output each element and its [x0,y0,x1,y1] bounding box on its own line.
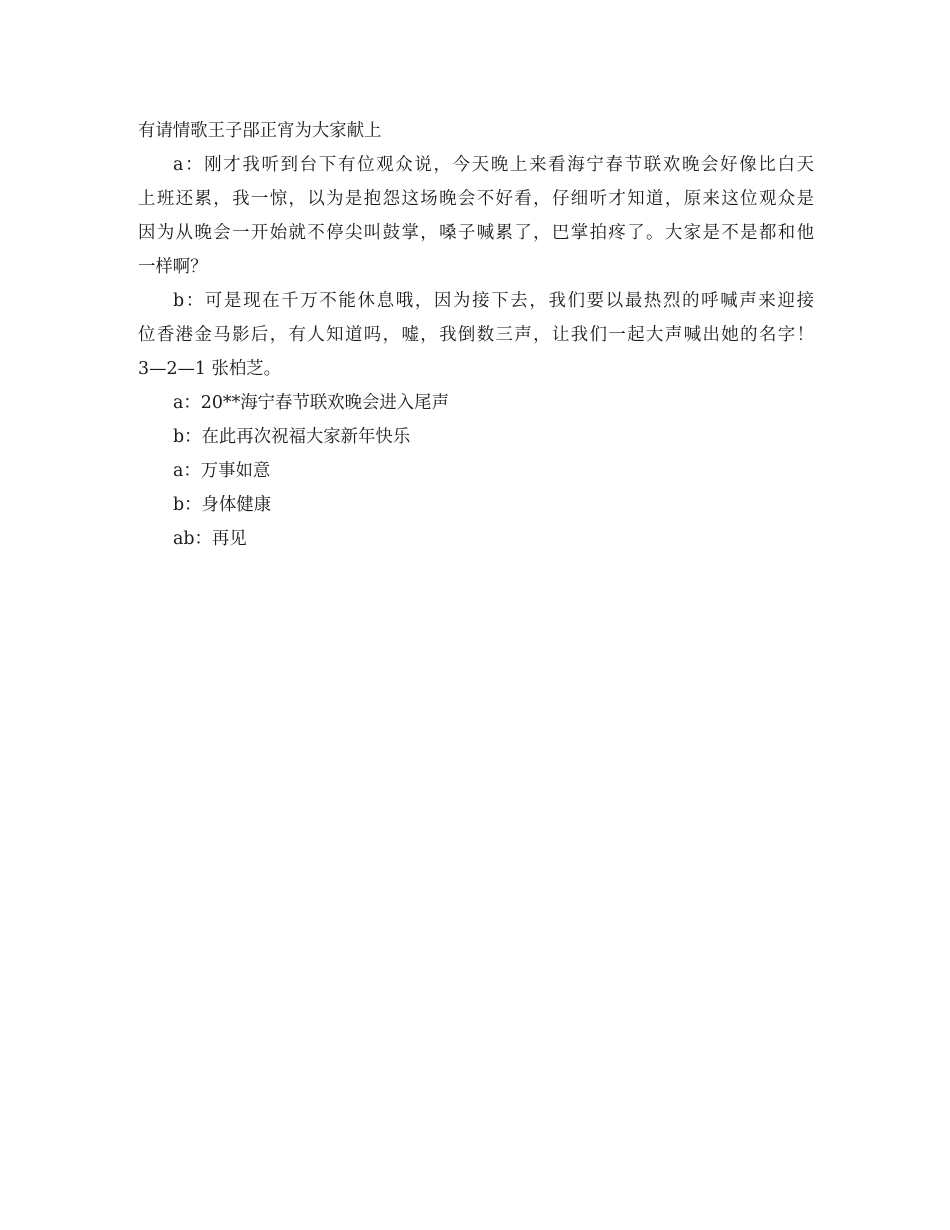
text-line: 位香港金马影后，有人知道吗，嘘，我倒数三声，让我们一起大声喊出她的名字！ [138,325,814,345]
text-line: b：身体健康 [173,495,272,515]
paragraph-b-speech-3 [138,488,814,522]
paragraph-intro [138,114,814,148]
paragraph-b-speech-2 [138,420,814,454]
text-line: b：在此再次祝福大家新年快乐 [173,427,411,447]
text-line: 上班还累，我一惊，以为是抱怨这场晚会不好看，仔细听才知道，原来这位观众是 [138,189,814,209]
text-line: 一样啊？ [138,257,208,277]
text-line: b：可是现在千万不能休息哦，因为接下去，我们要以最热烈的呼喊声来迎接 [173,291,814,311]
paragraph-a-speech-2 [138,386,814,420]
paragraph-b-speech-1 [138,284,814,386]
text-line: a：20**海宁春节联欢晚会进入尾声 [173,393,449,413]
text-line: a：刚才我听到台下有位观众说，今天晚上来看海宁春节联欢晚会好像比白天 [173,155,814,175]
paragraph-a-speech-1 [138,148,814,284]
text-line: ab：再见 [173,529,247,549]
text-line: 3—2—1 张柏芝。 [138,359,282,379]
text-line: 因为从晚会一开始就不停尖叫鼓掌，嗓子喊累了，巴掌拍疼了。大家是不是都和他 [138,223,814,243]
text-line: a：万事如意 [173,461,271,481]
document-body [138,114,814,556]
paragraph-ab-closing [138,522,814,556]
text-line: 有请情歌王子郘正宵为大家献上 [138,121,382,141]
paragraph-a-speech-3 [138,454,814,488]
